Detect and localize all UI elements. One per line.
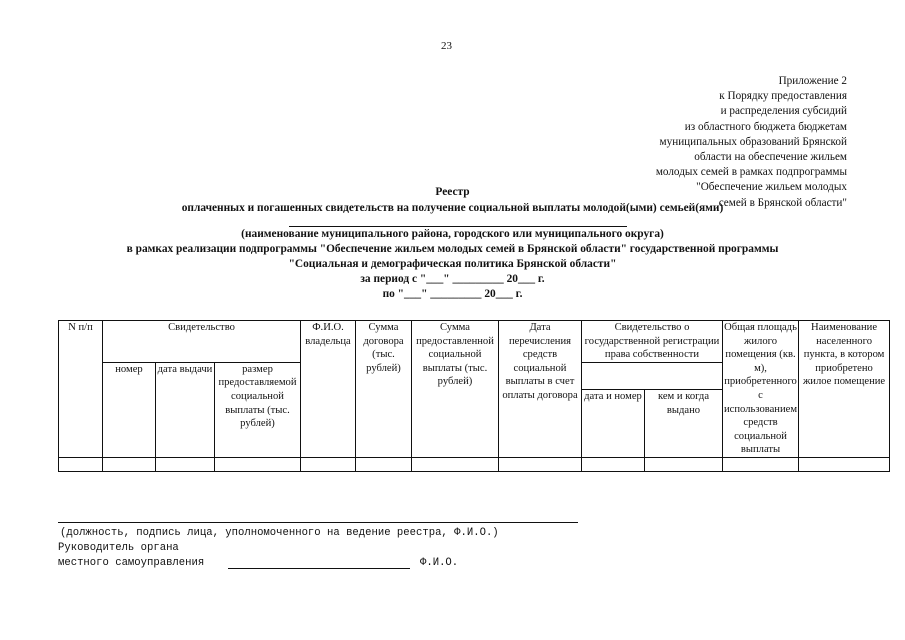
page-number: 23 [441, 40, 452, 52]
appendix-line: области на обеспечение жильем [694, 151, 847, 164]
table-cell[interactable] [301, 457, 356, 471]
appendix-line: муниципальных образований Брянской [659, 135, 847, 148]
header-total-area: Общая площадь жилого помещения (кв. м), приобретенного с использованием средств социальной выплаты [723, 321, 799, 458]
header-certificate: Свидетельство [103, 321, 301, 363]
appendix-line: и распределения субсидий [720, 105, 847, 118]
table-cell[interactable] [723, 457, 799, 471]
header-num: N п/п [59, 321, 103, 458]
appendix-line: семей в Брянской области" [718, 196, 847, 209]
program-name-line: "Социальная и демографическая политика Брянской области" [288, 258, 617, 270]
head-signature-line [228, 568, 410, 569]
table-cell[interactable] [215, 457, 301, 471]
appendix-line: к Порядку предоставления [719, 90, 847, 103]
signature-caption: (должность, подпись лица, уполномоченного на ведение реестра, Ф.И.О.) [60, 527, 499, 539]
table-cell[interactable] [103, 457, 156, 471]
header-reg-issuer: кем и когда выдано [645, 389, 723, 457]
table-cell[interactable] [499, 457, 582, 471]
header-transfer-date: Дата перечисления средств социальной выплаты в счет оплаты договора [499, 321, 582, 458]
appendix-line: молодых семей в рамках подпрограммы [655, 166, 847, 179]
program-line: в рамках реализации подпрограммы "Обеспечение жильем молодых семей в Брянской области" государственной программы [126, 243, 779, 255]
header-cert-date: дата выдачи [156, 362, 215, 457]
header-registration: Свидетельство о государственной регистрации права собственности [582, 321, 723, 363]
head-title-line1: Руководитель органа [58, 542, 179, 554]
header-social-payment-sum: Сумма предоставленной социальной выплаты (тыс. рублей) [412, 321, 499, 458]
appendix-line: из областного бюджета бюджетам [684, 120, 847, 133]
table-row [59, 457, 890, 471]
header-settlement: Наименование населенного пункта, в котором приобретено жилое помещение [799, 321, 890, 458]
table-cell[interactable] [799, 457, 890, 471]
registry-table [58, 320, 890, 472]
period-from: за период с "___" _________ 20___ г. [360, 273, 545, 285]
head-title-line2: местного самоуправления [58, 557, 205, 569]
table-cell[interactable] [59, 457, 103, 471]
header-contract-sum: Сумма договора (тыс. рублей) [356, 321, 412, 458]
spacer [582, 362, 723, 389]
table-cell[interactable] [645, 457, 723, 471]
header-cert-number: номер [103, 362, 156, 457]
appendix-line: Приложение 2 [778, 75, 847, 87]
municipality-caption: (наименование муниципального района, городского или муниципального округа) [241, 228, 664, 240]
appendix-line: "Обеспечение жильем молодых [696, 181, 847, 194]
municipality-name-line [289, 226, 627, 227]
header-owner-name: Ф.И.О. владельца [301, 321, 356, 458]
document-title: Реестр [435, 186, 470, 198]
table-cell[interactable] [356, 457, 412, 471]
document-subtitle: оплаченных и погашенных свидетельств на получение социальной выплаты молодой(ыми) семьей(ями) [181, 202, 724, 214]
header-reg-date-number: дата и номер [582, 389, 645, 457]
table-header-row [59, 321, 890, 363]
table-cell[interactable] [156, 457, 215, 471]
head-fio: Ф.И.О. [420, 557, 459, 569]
header-cert-amount: размер предоставляемой социальной выплаты (тыс. рублей) [215, 362, 301, 457]
period-to: по "___" _________ 20___ г. [382, 288, 523, 300]
table-cell[interactable] [582, 457, 645, 471]
table-cell[interactable] [412, 457, 499, 471]
signature-line [58, 522, 578, 523]
